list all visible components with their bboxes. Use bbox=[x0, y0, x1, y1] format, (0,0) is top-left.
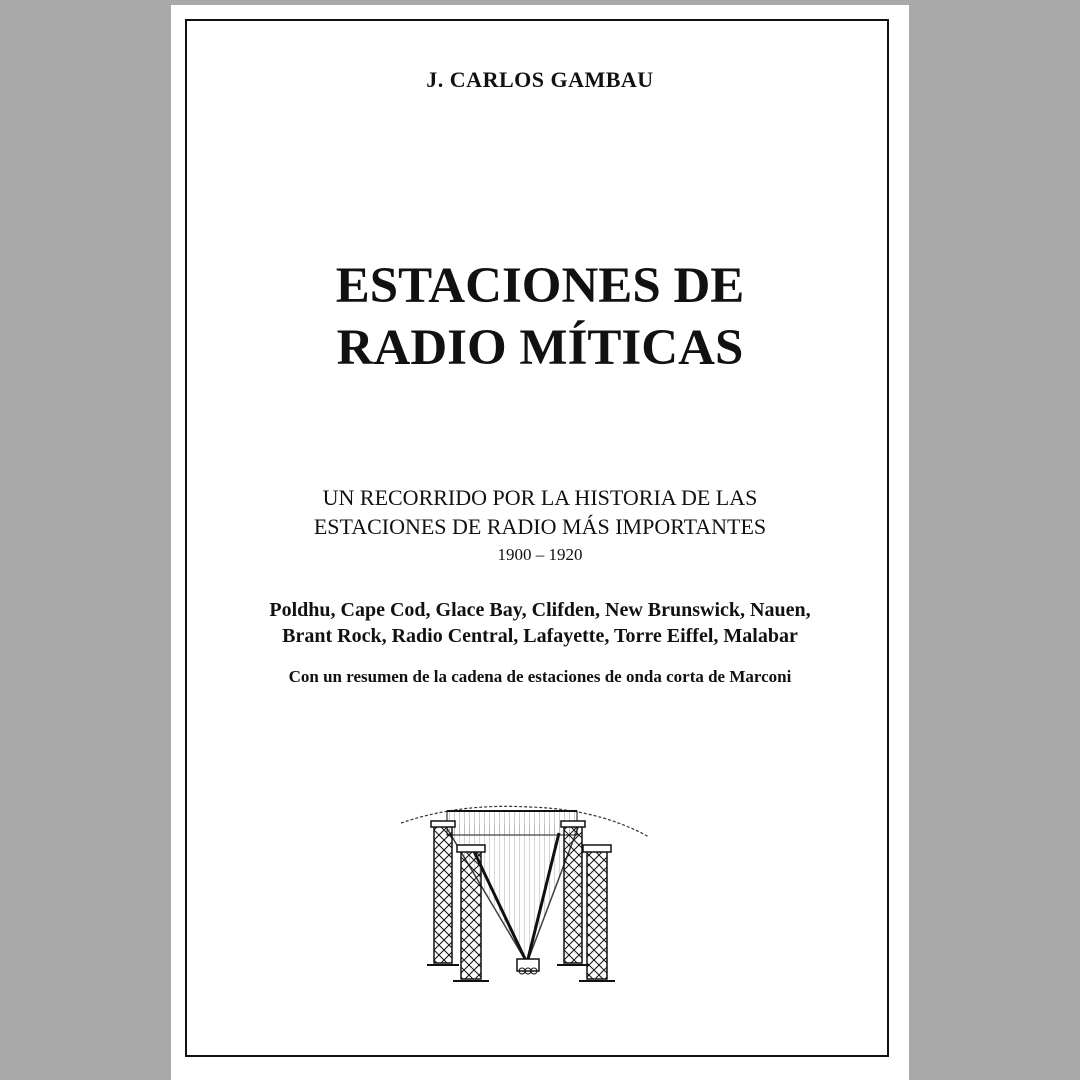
book-title-line-2: RADIO MÍTICAS bbox=[336, 320, 744, 376]
book-cover-page bbox=[171, 5, 909, 1080]
stations-list bbox=[171, 597, 909, 649]
stations-list-line-1: Poldhu, Cape Cod, Glace Bay, Clifden, New Brunswick, Nauen, bbox=[269, 599, 811, 621]
radio-antenna-towers-icon bbox=[399, 785, 655, 991]
book-subtitle bbox=[171, 483, 909, 541]
year-range: 1900 – 1920 bbox=[497, 545, 583, 564]
stations-list-line-2: Brant Rock, Radio Central, Lafayette, Torre Eiffel, Malabar bbox=[282, 625, 798, 647]
author-name: J. CARLOS GAMBAU bbox=[426, 67, 654, 92]
book-subtitle-line-1: UN RECORRIDO POR LA HISTORIA DE LAS bbox=[322, 485, 758, 510]
book-subtitle-line-2: ESTACIONES DE RADIO MÁS IMPORTANTES bbox=[313, 514, 767, 539]
book-title-line-1: ESTACIONES DE bbox=[335, 258, 745, 314]
cover-note: Con un resumen de la cadena de estaciones de onda corta de Marconi bbox=[288, 667, 792, 686]
book-title bbox=[171, 255, 909, 379]
